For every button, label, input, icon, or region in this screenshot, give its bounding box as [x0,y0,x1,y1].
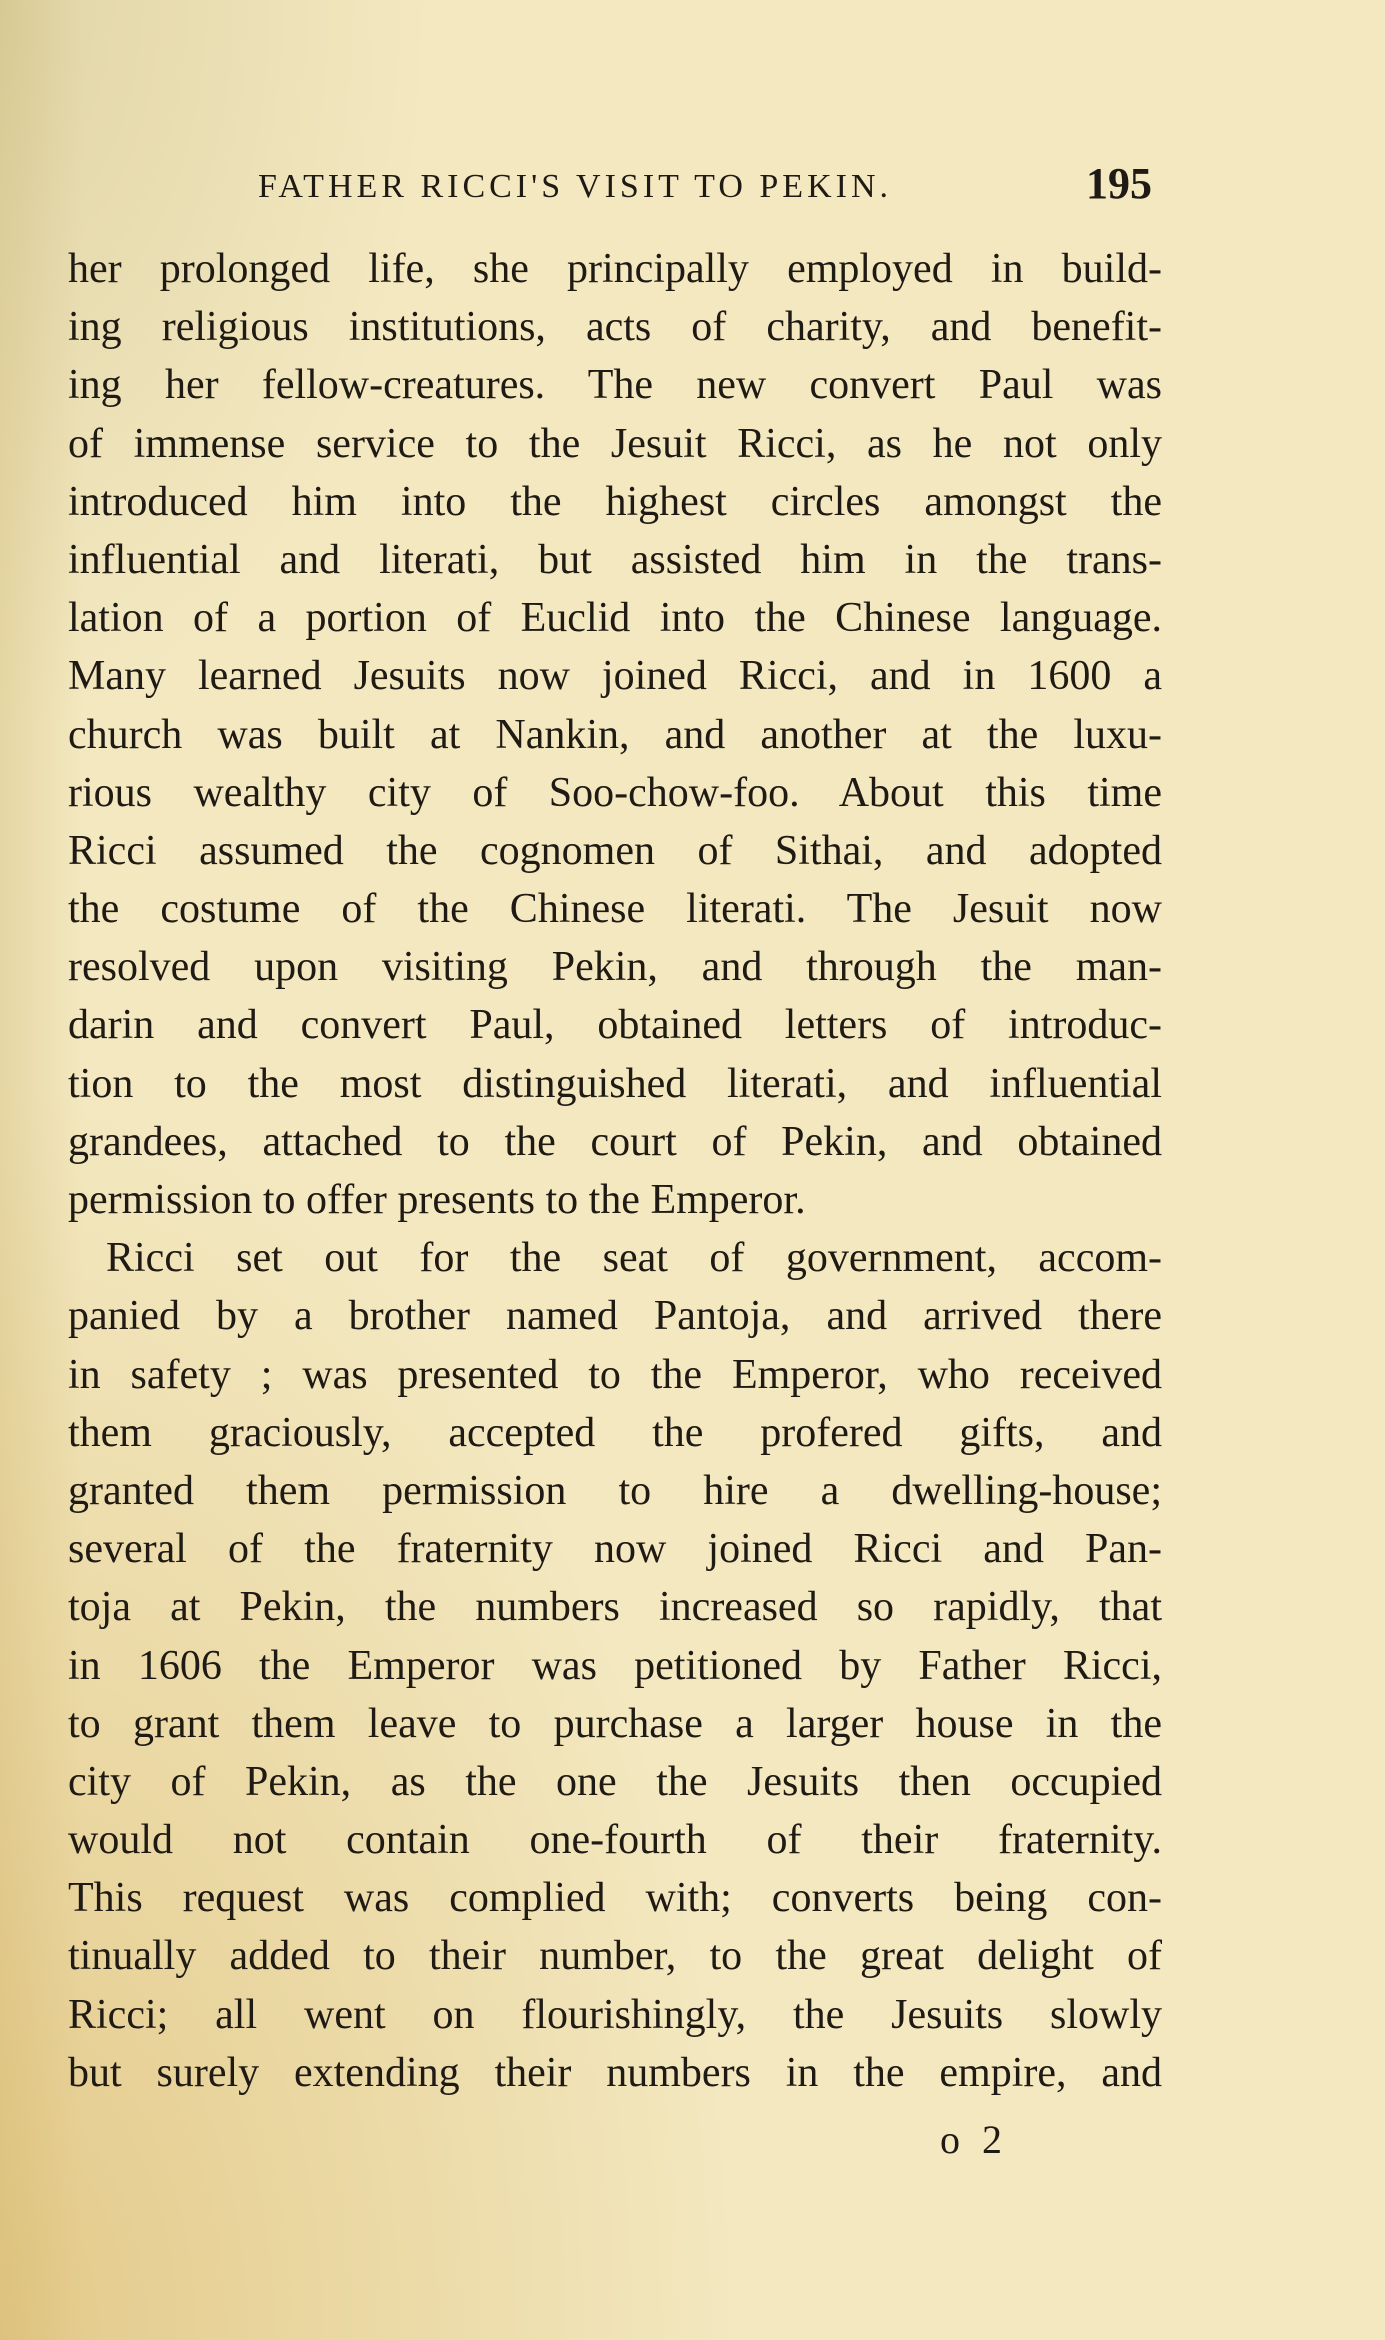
text-line: Many learned Jesuits now joined Ricci, and in 1600 a [68,653,1162,700]
text-line: influential and literati, but assisted him in the trans- [68,536,1162,583]
page-number: 195 [1086,159,1152,208]
page-header [258,158,1152,208]
text-line: to grant them leave to purchase a larger house in the [68,1700,1162,1747]
text-line: granted them permission to hire a dwelling-house; [68,1467,1162,1514]
text-line: ing religious institutions, acts of charity, and benefit- [68,304,1162,351]
text-line: church was built at Nankin, and another at the luxu- [68,711,1162,758]
text-line: in 1606 the Emperor was petitioned by Father Ricci, [68,1642,1162,1689]
text-line: Ricci set out for the seat of government, accom- [106,1235,1162,1282]
text-line: city of Pekin, as the one the Jesuits then occupied [68,1758,1162,1805]
text-line: toja at Pekin, the numbers increased so rapidly, that [68,1584,1162,1631]
text-line: Ricci; all went on flourishingly, the Jesuits slowly [68,1991,1162,2038]
text-line: This request was complied with; converts being con- [68,1875,1162,1922]
text-line: darin and convert Paul, obtained letters of introduc- [68,1002,1162,1049]
text-line: permission to offer presents to the Emperor. [68,1177,806,1223]
signature-mark: o 2 [940,2117,1008,2162]
text-line: rious wealthy city of Soo-chow-foo. About this time [68,769,1162,816]
text-line: panied by a brother named Pantoja, and arrived there [68,1293,1162,1340]
text-line: grandees, attached to the court of Pekin, and obtained [68,1118,1162,1165]
text-line: resolved upon visiting Pekin, and through the man- [68,944,1162,991]
text-line: lation of a portion of Euclid into the Chinese language. [68,595,1162,642]
text-line: of immense service to the Jesuit Ricci, as he not only [68,420,1162,467]
text-line: would not contain one-fourth of their fraternity. [68,1817,1162,1864]
text-line: tion to the most distinguished literati, and influential [68,1060,1162,1107]
body-text [68,240,1162,2102]
text-line: Ricci assumed the cognomen of Sithai, and adopted [68,827,1162,874]
text-line: her prolonged life, she principally employed in build- [68,246,1162,292]
text-line: them graciously, accepted the profered gifts, and [68,1409,1162,1456]
text-line: the costume of the Chinese literati. The Jesuit now [68,886,1162,933]
text-line: but surely extending their numbers in the empire, and [68,2049,1162,2096]
text-line: introduced him into the highest circles amongst the [68,478,1162,525]
text-line: in safety ; was presented to the Emperor, who received [68,1351,1162,1398]
text-line: several of the fraternity now joined Ricci and Pan- [68,1526,1162,1573]
running-title: FATHER RICCI'S VISIT TO PEKIN. [258,168,893,205]
text-line: tinually added to their number, to the great delight of [68,1933,1162,1980]
text-line: ing her fellow-creatures. The new convert Paul was [68,362,1162,409]
